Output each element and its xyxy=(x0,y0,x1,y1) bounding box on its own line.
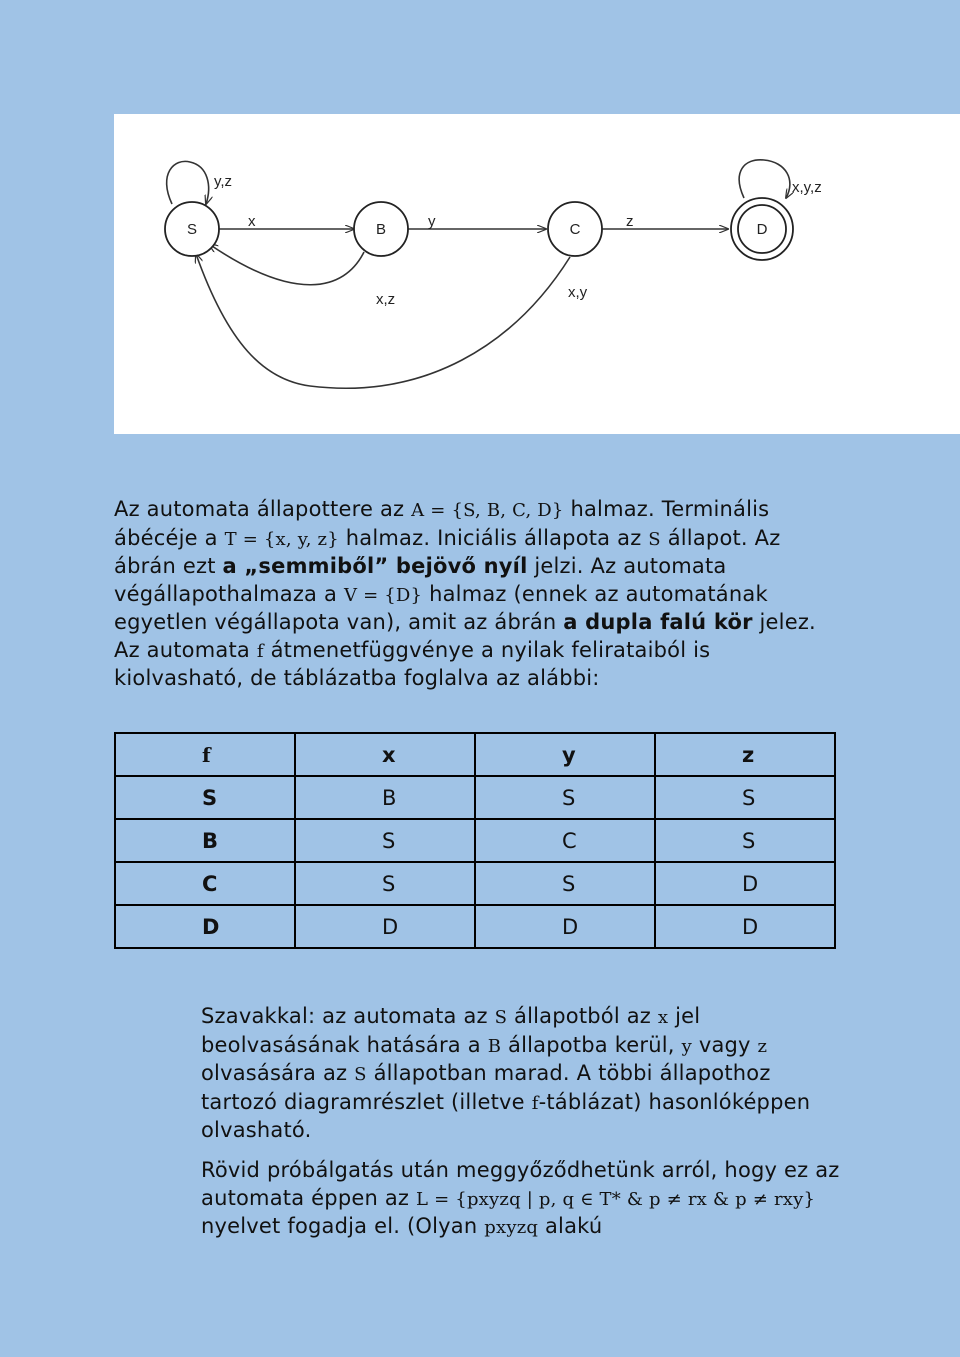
state-d-label: D xyxy=(756,221,768,238)
edge-c-to-s xyxy=(196,254,570,388)
label-d-loop: x,y,z xyxy=(792,179,822,196)
table-cell: D xyxy=(295,905,475,948)
table-cell: S xyxy=(295,819,475,862)
edge-b-to-s xyxy=(209,244,364,285)
table-row xyxy=(115,862,835,905)
edge-d-loop xyxy=(739,160,790,198)
table-cell: B xyxy=(295,776,475,819)
row-state-cell: S xyxy=(115,776,295,819)
table-cell: S xyxy=(295,862,475,905)
table-row xyxy=(115,819,835,862)
table-cell: D xyxy=(475,905,655,948)
state-s-label: S xyxy=(186,221,198,238)
table-cell: C xyxy=(475,819,655,862)
explanation-paragraph: Szavakkal: az automata az S állapotból az x jel beolvasásának hatására a B állapotba kerül, y vagy z olvasására az S állapotban marad. A többi állapothoz tartozó diagramrészlet (illetve f-táblázat) hasonlóképpen olvasható. xyxy=(201,1004,811,1142)
table-row xyxy=(115,776,835,819)
table-cell: D xyxy=(655,862,835,905)
row-state-cell: B xyxy=(115,819,295,862)
language-paragraph: Rövid próbálgatás után meggyőződhetünk arról, hogy ez az automata éppen az L = {pxyzq | p, q ∈ T* & p ≠ rx & p ≠ rxy} nyelvet fogadja el. (Olyan pxyzq alakú xyxy=(201,1158,840,1238)
header-cell-f: f xyxy=(115,733,295,776)
row-state-cell: D xyxy=(115,905,295,948)
table-cell: D xyxy=(655,905,835,948)
header-cell-x: x xyxy=(295,733,475,776)
table-cell: S xyxy=(475,862,655,905)
edge-s-loop xyxy=(167,161,209,204)
label-s-to-b: x xyxy=(248,213,256,230)
row-state-cell: C xyxy=(115,862,295,905)
automaton-diagram xyxy=(114,114,960,434)
state-b-label: B xyxy=(375,221,387,238)
label-c-to-s: x,y xyxy=(568,284,588,301)
table-cell: S xyxy=(475,776,655,819)
intro-paragraph: Az automata állapottere az A = {S, B, C, D} halmaz. Terminális ábécéje a T = {x, y, z} halmaz. Iniciális állapota az S állapot. Az ábrán ezt a „semmiből” bejövő nyíl jelzi. Az automata végállapothalmaza a V = {D} halmaz (ennek az automatának egyetlen végállapota van), amit az ábrán a dupla falú kör jelez. Az automata f átmenetfüggvénye a nyilak felirataiból is kiolvasható, de táblázatba foglalva az alábbi: xyxy=(114,497,816,690)
label-b-to-s: x,z xyxy=(376,291,396,308)
header-cell-y: y xyxy=(475,733,655,776)
table-cell: S xyxy=(655,819,835,862)
header-cell-z: z xyxy=(655,733,835,776)
table-row xyxy=(115,905,835,948)
transition-table xyxy=(114,732,836,949)
table-header-row xyxy=(115,733,835,776)
state-c-label: C xyxy=(569,221,581,238)
table-cell: S xyxy=(655,776,835,819)
label-c-to-d: z xyxy=(626,213,634,230)
label-b-to-c: y xyxy=(428,213,436,230)
label-s-loop: y,z xyxy=(214,173,233,190)
